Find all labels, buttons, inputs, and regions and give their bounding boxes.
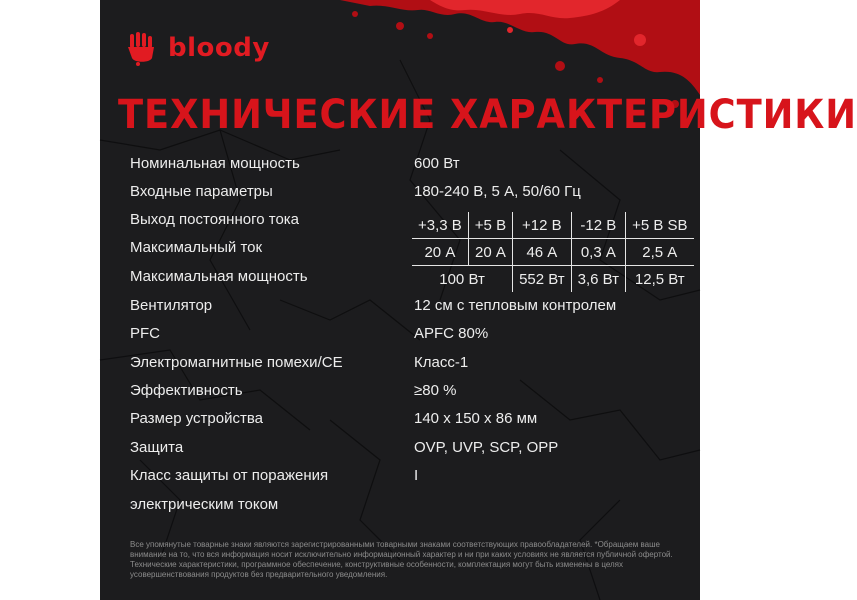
spec-label: Входные параметры: [130, 183, 273, 200]
spec-value: ≥80 %: [414, 382, 457, 399]
spec-label: Электромагнитные помехи/CE: [130, 354, 343, 371]
spec-value: 180-240 В, 5 А, 50/60 Гц: [414, 183, 581, 200]
current-cell: 2,5 А: [626, 239, 694, 266]
spec-label: Выход постоянного тока: [130, 211, 300, 228]
rail-row: [412, 212, 694, 239]
blood-hand-icon: [124, 30, 160, 66]
spec-label: Размер устройства: [130, 410, 264, 427]
spec-label: Класс защиты от поражения: [130, 467, 329, 484]
spec-label: Номинальная мощность: [130, 155, 300, 172]
power-cell: 552 Вт: [513, 266, 572, 293]
spec-value: 12 см с тепловым контролем: [414, 297, 617, 314]
power-cell: 12,5 Вт: [626, 266, 694, 293]
spec-sheet-panel: [100, 0, 857, 600]
spec-label: Эффективность: [130, 382, 243, 399]
disclaimer-text: Все упомянутые товарные знаки являются зарегистрированными товарными знаками соответствующих правообладателей. *Обращаем ваше внимание на то, что вся информация носит исключительно информационный характер и ни при каких условиях не является публичной офертой. Технические характеристики, программное обеспечение, конструктивные особенности, комплектация могут быть изменены в целях усовершенствования продуктов без предварительного уведомления.: [130, 540, 673, 579]
current-cell: 20 А: [412, 239, 468, 266]
spec-label: электрическим током: [130, 496, 279, 513]
spec-value: I: [414, 467, 419, 484]
spec-value: Класс-1: [414, 354, 469, 371]
current-cell: 46 А: [513, 239, 572, 266]
spec-label: PFC: [130, 325, 160, 342]
spec-label: Защита: [130, 439, 184, 456]
spec-value: 600 Вт: [414, 155, 460, 172]
max-power-row: [412, 266, 694, 293]
power-cell: 3,6 Вт: [571, 266, 625, 293]
spec-value: APFC 80%: [414, 325, 489, 342]
spec-value: 140 x 150 x 86 мм: [414, 410, 538, 427]
current-cell: 20 А: [468, 239, 512, 266]
rail-cell: +5 В SB: [626, 212, 694, 239]
brand-logo: [124, 28, 270, 68]
spec-label: Вентилятор: [130, 297, 213, 314]
rail-cell: +12 В: [513, 212, 572, 239]
power-cell: 100 Вт: [439, 270, 485, 288]
current-cell: 0,3 А: [571, 239, 625, 266]
spec-value: OVP, UVP, SCP, OPP: [414, 439, 559, 456]
dc-output-table: [412, 212, 694, 292]
spec-label: Максимальная мощность: [130, 268, 308, 285]
rail-cell: +5 В: [468, 212, 512, 239]
rail-cell: -12 В: [571, 212, 625, 239]
max-current-row: [412, 239, 694, 266]
brand-name: bloody: [168, 33, 270, 63]
rail-cell: +3,3 В: [412, 212, 468, 239]
page-title: ТЕХНИЧЕСКИЕ ХАРАКТЕРИСТИКИ: [118, 92, 857, 138]
spec-label: Максимальный ток: [130, 239, 263, 256]
